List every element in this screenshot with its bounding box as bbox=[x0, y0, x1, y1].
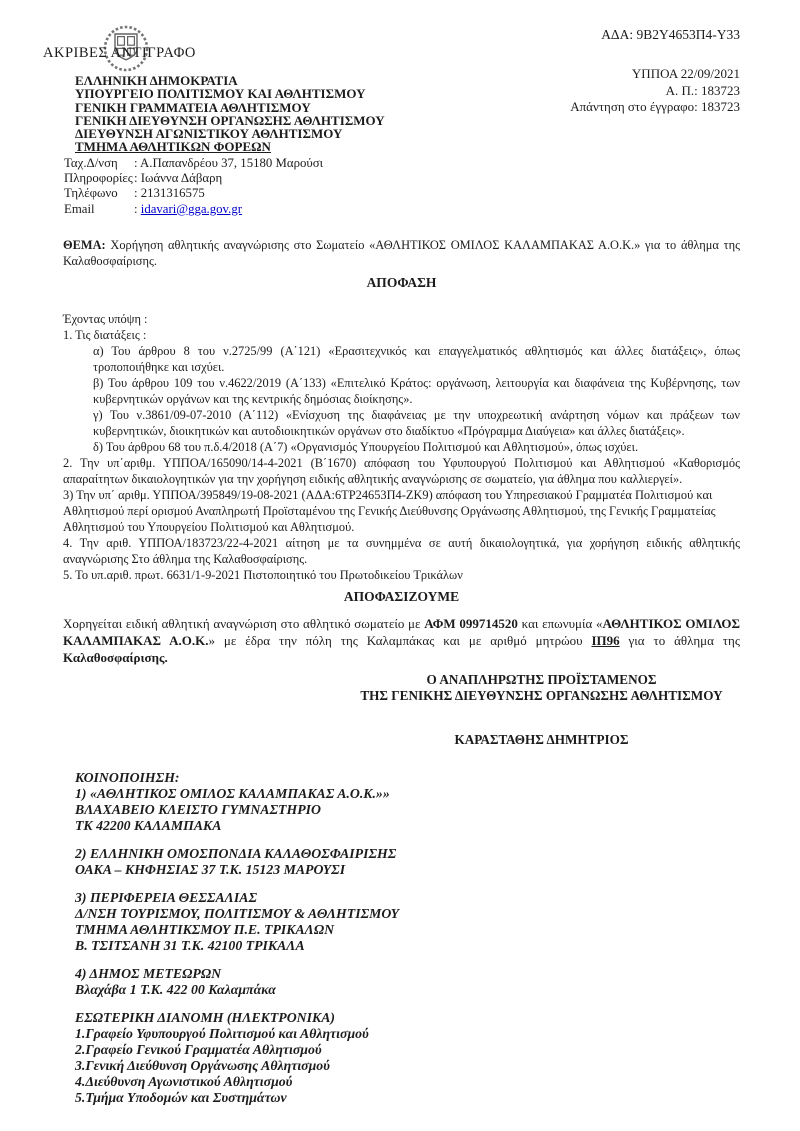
consideration-item: 5. Το υπ.αριθ. πρωτ. 6631/1-9-2021 Πιστοποιητικό του Πρωτοδικείου Τρικάλων bbox=[63, 568, 463, 582]
protocol-block bbox=[570, 66, 740, 116]
consideration-subitem: β) Του άρθρου 109 του ν.4622/2019 (Α΄133) «Επιτελικό Κράτος: οργάνωση, λειτουργία και διαφάνεια της Κυβέρνησης, των κυβερνητικών οργάνων και της κεντρικής δημόσιας διοίκησης». bbox=[93, 376, 740, 406]
org-line: ΓΕΝΙΚΗ ΓΡΑΜΜΑΤΕΙΑ ΑΘΛΗΤΙΣΜΟΥ bbox=[75, 99, 311, 115]
protocol-date: ΥΠΠΟΑ 22/09/2021 bbox=[631, 66, 740, 81]
notification-line: 2) ΕΛΛΗΝΙΚΗ ΟΜΟΣΠΟΝΔΙΑ ΚΑΛΑΘΟΣΦΑΙΡΙΣΗΣ bbox=[75, 846, 397, 861]
contact-row bbox=[64, 202, 323, 217]
sport-name: Καλαθοσφαίρισης. bbox=[63, 650, 168, 665]
operative-heading: ΑΠΟΦΑΣΙΖΟΥΜΕ bbox=[343, 589, 460, 604]
afm-number: ΑΦΜ 099714520 bbox=[424, 616, 518, 631]
notification-line: ΤΚ 42200 ΚΑΛΑΜΠΑΚΑ bbox=[75, 818, 222, 833]
internal-item: 4.Διεύθυνση Αγωνιστικού Αθλητισμού bbox=[75, 1074, 293, 1089]
notification-line: 3) ΠΕΡΙΦΕΡΕΙΑ ΘΕΣΣΑΛΙΑΣ bbox=[75, 890, 257, 905]
contact-value: : bbox=[134, 201, 141, 216]
notification-line: ΟΑΚΑ – ΚΗΦΗΣΙΑΣ 37 Τ.Κ. 15123 ΜΑΡΟΥΣΙ bbox=[75, 862, 346, 877]
contact-value: : Α.Παπανδρέου 37, 15180 Μαρούσι bbox=[134, 156, 324, 170]
decision-heading: ΑΠΟΦΑΣΗ bbox=[366, 275, 437, 290]
operative-text: για το άθλημα της bbox=[619, 633, 740, 648]
operative-text: » με έδρα την πόλη της Καλαμπάκας και με αριθμό μητρώου bbox=[208, 633, 592, 648]
consideration-subitem: δ) Του άρθρου 68 του π.δ.4/2018 (Α΄7) «Οργανισμός Υπουργείου Πολιτισμού και Αθλητισμού», όπως ισχύει. bbox=[93, 440, 639, 454]
org-line: ΕΛΛΗΝΙΚΗ ΔΗΜΟΚΡΑΤΙΑ bbox=[75, 73, 238, 88]
email-link[interactable]: idavari@gga.gov.gr bbox=[140, 201, 242, 216]
signature-block bbox=[343, 672, 740, 748]
document-body bbox=[63, 237, 740, 1106]
contact-label: Email bbox=[64, 201, 95, 216]
notification-line: Δ/ΝΣΗ ΤΟΥΡΙΣΜΟΥ, ΠΟΛΙΤΙΣΜΟΥ & ΑΘΛΗΤΙΣΜΟΥ bbox=[75, 906, 400, 921]
notification-heading: ΚΟΙΝΟΠΟΙΗΣΗ: bbox=[75, 770, 180, 785]
contact-label: Τηλέφωνο bbox=[64, 186, 118, 201]
contact-label: Ταχ.Δ/νση bbox=[64, 156, 118, 170]
subject bbox=[63, 237, 740, 269]
internal-item: 1.Γραφείο Υφυπουργού Πολιτισμού και Αθλητισμού bbox=[75, 1026, 369, 1041]
consideration-intro: 1. Τις διατάξεις : bbox=[63, 328, 147, 342]
registry-number: ΙΠ96 bbox=[591, 633, 620, 648]
contact-block bbox=[64, 156, 323, 217]
notification-line: Β. ΤΣΙΤΣΑΝΗ 31 Τ.Κ. 42100 ΤΡΙΚΑΛΑ bbox=[75, 938, 305, 953]
notification-line: 1) «ΑΘΛΗΤΙΚΟΣ ΟΜΙΛΟΣ ΚΑΛΑΜΠΑΚΑΣ Α.Ο.Κ.»» bbox=[75, 786, 390, 801]
notification-block bbox=[75, 770, 740, 1106]
contact-value: : 2131316575 bbox=[134, 186, 205, 201]
signature-title: Ο ΑΝΑΠΛΗΡΩΤΗΣ ΠΡΟΪΣΤΑΜΕΝΟΣ bbox=[426, 672, 657, 687]
notification-line: ΒΛΑΧΑΒΕΙΟ ΚΛΕΙΣΤΟ ΓΥΜΝΑΣΤΗΡΙΟ bbox=[75, 802, 321, 817]
operative-text: Χορηγείται ειδική αθλητική αναγνώριση στο αθλητικό σωματείο με bbox=[63, 616, 425, 631]
notification-line: ΤΜΗΜΑ ΑΘΛΗΤΙΚΣΜΟΥ Π.Ε. ΤΡΙΚΑΛΩΝ bbox=[75, 922, 335, 937]
org-line-department: ΤΜΗΜΑ ΑΘΛΗΤΙΚΩΝ ΦΟΡΕΩΝ bbox=[75, 139, 271, 155]
notification-line: 4) ΔΗΜΟΣ ΜΕΤΕΩΡΩΝ bbox=[75, 966, 222, 981]
operative-paragraph bbox=[63, 615, 740, 666]
subject-text: Χορήγηση αθλητικής αναγνώρισης στο Σωματείο «ΑΘΛΗΤΙΚΟΣ ΟΜΙΛΟΣ ΚΑΛΑΜΠΑΚΑΣ Α.Ο.Κ.» για το άθλημα της Καλαθοσφαίρισης. bbox=[63, 238, 740, 268]
club-name: ΑΘΛΗΤΙΚΟΣ ΟΜΙΛΟΣ ΚΑΛΑΜΠΑΚΑΣ Α.Ο.Κ. bbox=[63, 616, 741, 648]
contact-value: : Ιωάννα Δάβαρη bbox=[134, 171, 223, 186]
signature-name: ΚΑΡΑΣΤΑΘΗΣ ΔΗΜΗΤΡΙΟΣ bbox=[454, 732, 629, 747]
internal-item: 2.Γραφείο Γενικού Γραμματέα Αθλητισμού bbox=[75, 1042, 322, 1057]
notification-line: Βλαχάβα 1 Τ.Κ. 422 00 Καλαμπάκα bbox=[75, 982, 276, 997]
internal-item: 5.Τμήμα Υποδομών και Συστημάτων bbox=[75, 1090, 287, 1105]
ada-number: ΑΔΑ: 9Β2Υ4653Π4-Υ33 bbox=[601, 27, 740, 42]
contact-row bbox=[64, 171, 323, 186]
spacer bbox=[75, 878, 740, 890]
protocol-number: Α. Π.: 183723 bbox=[665, 82, 740, 98]
signature-title: ΤΗΣ ΓΕΝΙΚΗΣ ΔΙΕΥΘΥΝΣΗΣ ΟΡΓΑΝΩΣΗΣ ΑΘΛΗΤΙΣΜΟΥ bbox=[360, 688, 723, 703]
operative-text: και επωνυμία « bbox=[517, 616, 603, 631]
org-header bbox=[75, 74, 385, 154]
org-line: ΔΙΕΥΘΥΝΣΗ ΑΓΩΝΙΣΤΙΚΟΥ ΑΘΛΗΤΙΣΜΟΥ bbox=[75, 126, 343, 142]
consideration-item: 3) Την υπ΄ αριθμ. ΥΠΠΟΑ/395849/19-08-2021 (ΑΔΑ:6ΤΡ24653Π4-ΖΚ9) απόφαση του Υπηρεσιακού Γραμματέα Πολιτισμού και Αθλητισμού περί ορισμού Αναπληρωτή Προϊσταμένου της Γενικής Διεύθυνσης Οργάνωσης Αθλητισμού, της Γενικής Γραμματείας Αθλητισμού του Υπουργείου Πολιτισμού και Αθλητισμού. bbox=[63, 488, 716, 534]
internal-heading: ΕΣΩΤΕΡΙΚΗ ΔΙΑΝΟΜΗ (ΗΛΕΚΤΡΟΝΙΚΑ) bbox=[75, 1010, 336, 1025]
org-line: ΓΕΝΙΚΗ ΔΙΕΥΘΥΝΣΗ ΟΡΓΑΝΩΣΗΣ ΑΘΛΗΤΙΣΜΟΥ bbox=[75, 112, 385, 128]
spacer bbox=[75, 834, 740, 846]
consideration-subitem: α) Του άρθρου 8 του ν.2725/99 (Α΄121) «Ερασιτεχνικός και επαγγελματικός αθλητισμός και άλλες διατάξεις», όπως τροποποιήθηκε και ισχύει. bbox=[93, 344, 740, 374]
contact-row bbox=[64, 186, 323, 201]
consideration-subitem: γ) Του ν.3861/09-07-2010 (Α΄112) «Ενίσχυση της διαφάνειας με την υποχρεωτική ανάρτηση νόμων και πράξεων των κυβερνητικών, διοικητικών και αυτοδιοικητικών οργάνων στο διαδίκτυο «Πρόγραμμα Διαύγεια» και άλλες διατάξεις». bbox=[93, 408, 740, 438]
contact-row bbox=[64, 156, 323, 171]
protocol-reply: Απάντηση στο έγγραφο: 183723 bbox=[570, 99, 740, 114]
certified-copy-stamp: ΑΚΡΙΒΕΣ ΑΝΤΙΓΡΑΦΟ bbox=[43, 45, 196, 61]
consideration-item: 2. Την υπ΄αριθμ. ΥΠΠΟΑ/165090/14-4-2021 (Β΄1670) απόφαση του Υφυπουργού Πολιτισμού και Αθλητισμού «Καθορισμός απαραίτητων δικαιολογητικών για την χορήγηση ειδικής αθλητικής αναγνώρισης σε σωματείο, για άθλημα που καλλιεργεί». bbox=[63, 456, 740, 486]
spacer bbox=[75, 998, 740, 1010]
subject-label: ΘΕΜΑ: bbox=[63, 238, 106, 252]
spacer bbox=[75, 954, 740, 966]
contact-label: Πληροφορίες bbox=[64, 171, 133, 186]
org-line: ΥΠΟΥΡΓΕΙΟ ΠΟΛΙΤΙΣΜΟΥ ΚΑΙ ΑΘΛΗΤΙΣΜΟΥ bbox=[75, 86, 366, 102]
consideration-item: 4. Την αριθ. ΥΠΠΟΑ/183723/22-4-2021 αίτηση με τα συνημμένα σε αυτή δικαιολογητικά, για χορήγηση ειδικής αθλητικής αναγνώρισης Στο άθλημα της Καλαθοσφαίρισης. bbox=[63, 536, 740, 566]
preamble: Έχοντας υπόψη : bbox=[63, 312, 148, 326]
internal-item: 3.Γενική Διεύθυνση Οργάνωσης Αθλητισμού bbox=[75, 1058, 330, 1073]
